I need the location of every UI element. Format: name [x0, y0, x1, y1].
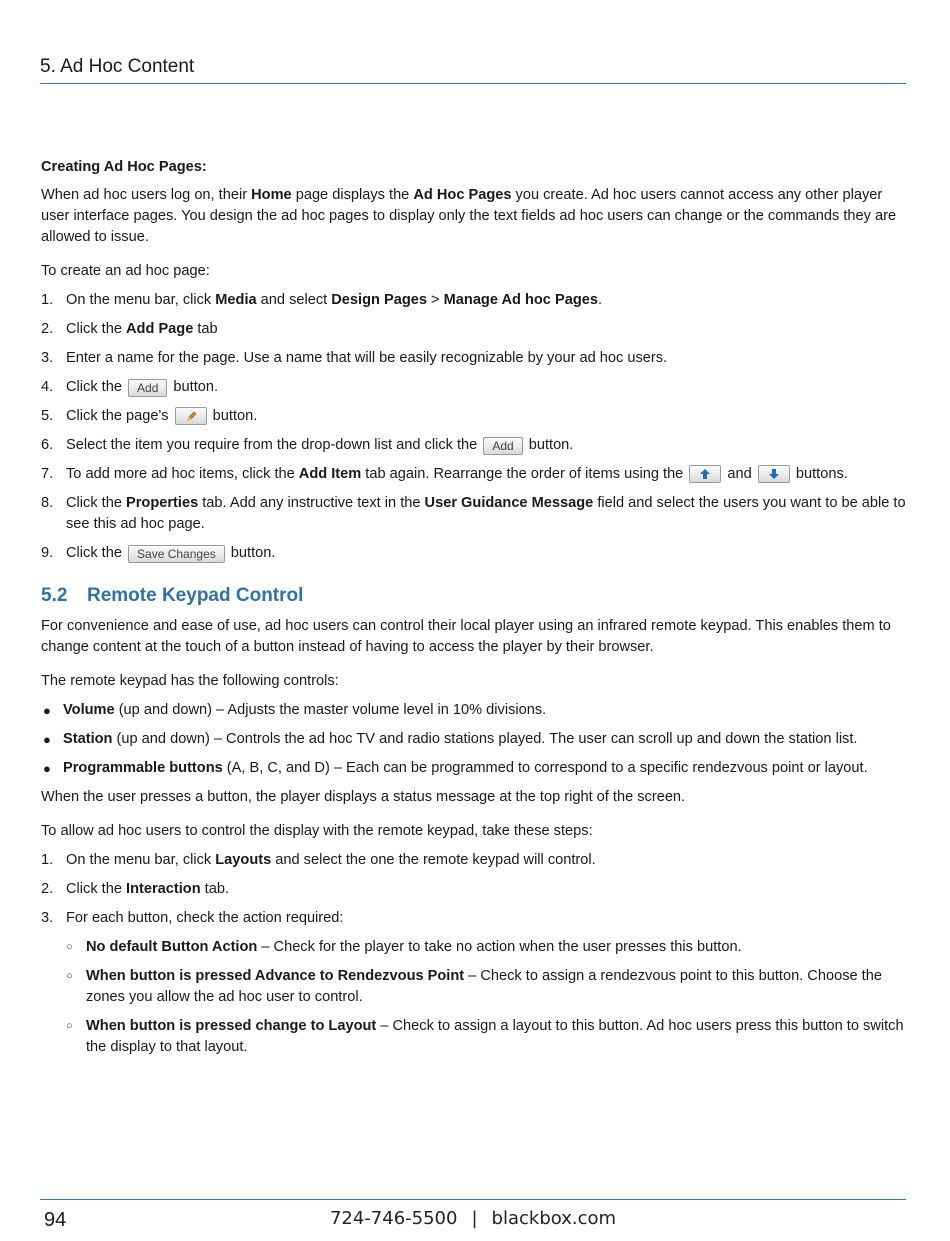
step-number: 8. [41, 495, 54, 511]
sub-option-item [66, 1016, 907, 1058]
text-run: – Check to assign a layout to this button. Ad hoc users press this button to switch the display to that layout. [86, 1018, 904, 1055]
text-run: button. [169, 379, 219, 395]
text-run: For each button, check the action required: [66, 910, 344, 926]
text-run: On the menu bar, click [66, 292, 216, 308]
section-heading [41, 584, 907, 608]
bold-term: Home [251, 187, 292, 203]
step-number: 5. [41, 408, 54, 424]
sub-option-list [66, 937, 907, 1058]
bold-term: Ad Hoc Pages [413, 187, 512, 203]
text-run: buttons. [791, 466, 848, 482]
text-run: button. [208, 408, 258, 424]
text-run: On the menu bar, click [66, 852, 216, 868]
text-run: (up and down) – Controls the ad hoc TV and radio stations played. The user can scroll up and down the station list. [112, 731, 858, 747]
circle-bullet-icon: ○ [66, 970, 73, 982]
text-run: tab. Add any instructive text in the [198, 495, 425, 511]
text-run: and select [256, 292, 332, 308]
bullet-text [63, 731, 857, 747]
step-text [66, 350, 667, 366]
step-number: 9. [41, 545, 54, 561]
remote-steps [41, 850, 907, 1058]
step-number: 3. [41, 910, 54, 926]
bold-term: Layouts [215, 852, 272, 868]
arrow-up-icon [698, 466, 712, 482]
save-changes-button[interactable]: Save Changes [128, 545, 225, 563]
creating-pages-heading: Creating Ad Hoc Pages: [41, 159, 207, 175]
step-text [66, 495, 906, 532]
step-item [41, 406, 907, 427]
text-run: Click the [66, 321, 127, 337]
step-text [66, 437, 573, 453]
step-text [66, 466, 848, 482]
text-run: button. [524, 437, 574, 453]
arrow-up-button[interactable] [689, 465, 721, 483]
text-run: Click the [66, 545, 127, 561]
section-number: 5.2 [41, 585, 68, 606]
step-text [66, 379, 218, 395]
bold-term: No default Button Action [86, 939, 258, 955]
text-run: Click the [66, 379, 127, 395]
sub-option-item [66, 937, 907, 958]
step-item [41, 290, 907, 311]
text-run: field and select the users you want to be able to see this ad hoc page. [66, 495, 906, 532]
bold-term: Station [63, 731, 113, 747]
step-text [66, 545, 275, 561]
bold-term: When button is pressed change to Layout [86, 1018, 377, 1034]
bold-term: Programmable buttons [63, 760, 223, 776]
step-item [41, 543, 907, 564]
bold-term: Media [215, 292, 257, 308]
remote-steps-lead: To allow ad hoc users to control the display with the remote keypad, take these steps: [41, 823, 593, 839]
step-number: 1. [41, 852, 54, 868]
step-item [41, 319, 907, 340]
step-text [66, 910, 343, 926]
bullet-dot-icon: ● [43, 703, 51, 718]
edit-pencil-icon [184, 408, 198, 424]
footer-contact [40, 1208, 906, 1230]
page-header [40, 55, 906, 84]
edit-pencil-button[interactable] [175, 407, 207, 425]
text-run: Click the [66, 495, 127, 511]
bold-term: When button is pressed Advance to Rendezvous Point [86, 968, 465, 984]
bold-term: User Guidance Message [424, 495, 594, 511]
text-run: (A, B, C, and D) – Each can be programmed to correspond to a specific rendezvous point or layout. [222, 760, 868, 776]
bullet-text [63, 702, 546, 718]
step-text [66, 408, 257, 424]
step-item [41, 879, 907, 900]
page-content [41, 157, 907, 1066]
step-number: 2. [41, 881, 54, 897]
text-run: When ad hoc users log on, their [41, 187, 252, 203]
text-run: Enter a name for the page. Use a name that will be easily recognizable by your ad hoc users. [66, 350, 668, 366]
bold-term: Manage Ad hoc Pages [443, 292, 598, 308]
step-number: 2. [41, 321, 54, 337]
page-footer [40, 1199, 906, 1231]
step-text [66, 881, 229, 897]
text-run: you create. Ad hoc users cannot access any other player user interface pages. You design the ad hoc pages to display only the text fields ad hoc users can change or the commands they are allowed to issue. [41, 187, 897, 245]
controls-list [41, 700, 907, 779]
bold-term: Interaction [126, 881, 201, 897]
bold-term: Design Pages [331, 292, 427, 308]
sub-option-text [86, 939, 742, 955]
remote-intro: For convenience and ease of use, ad hoc users can control their local player using an infrared remote keypad. This enables them to change content at the touch of a button instead of having to access the player by their browser. [41, 618, 891, 655]
step-number: 3. [41, 350, 54, 366]
text-run: Select the item you require from the drop-down list and click the [66, 437, 482, 453]
text-run: and select the one the remote keypad will control. [271, 852, 596, 868]
phone-number: 724-746-5500 [329, 1208, 458, 1229]
create-steps-lead: To create an ad hoc page: [41, 263, 210, 279]
sub-option-text [86, 1018, 904, 1055]
text-run: – Check to assign a rendezvous point to this button. Choose the zones you allow the ad hoc user to control. [86, 968, 882, 1005]
bullet-item [41, 700, 907, 721]
arrow-down-button[interactable] [758, 465, 790, 483]
step-item [41, 348, 907, 369]
add-button[interactable]: Add [483, 437, 522, 455]
circle-bullet-icon: ○ [66, 1020, 73, 1032]
bullet-dot-icon: ● [43, 761, 51, 776]
controls-lead: The remote keypad has the following controls: [41, 673, 339, 689]
text-run: > [426, 292, 444, 308]
step-number: 1. [41, 292, 54, 308]
step-text [66, 321, 218, 337]
step-number: 7. [41, 466, 54, 482]
text-run: page displays the [291, 187, 414, 203]
text-run: Click the [66, 881, 127, 897]
text-run: To add more ad hoc items, click the [66, 466, 299, 482]
bullet-text [63, 760, 868, 776]
step-item [41, 493, 907, 535]
bold-term: Properties [126, 495, 199, 511]
text-run: and [723, 466, 756, 482]
text-run: . [597, 292, 603, 308]
bold-term: Add Item [298, 466, 362, 482]
create-page-steps [41, 290, 907, 564]
text-run: tab again. Rearrange the order of items using the [361, 466, 688, 482]
text-run: – Check for the player to take no action when the user presses this button. [257, 939, 742, 955]
text-run: (up and down) – Adjusts the master volume level in 10% divisions. [114, 702, 547, 718]
text-run: Click the page's [66, 408, 173, 424]
bullet-item [41, 729, 907, 750]
status-note: When the user presses a button, the player displays a status message at the top right of the screen. [41, 789, 686, 805]
text-run: tab [193, 321, 218, 337]
arrow-down-icon [767, 466, 781, 482]
footer-separator: | [471, 1208, 478, 1229]
text-run: button. [226, 545, 276, 561]
section-title: Remote Keypad Control [87, 585, 304, 606]
website-link[interactable]: blackbox.com [491, 1208, 617, 1229]
step-item [41, 464, 907, 485]
bold-term: Volume [63, 702, 115, 718]
step-text [66, 852, 596, 868]
chapter-title: 5. Ad Hoc Content [40, 56, 195, 77]
sub-option-item [66, 966, 907, 1008]
step-item [41, 908, 907, 1058]
circle-bullet-icon: ○ [66, 941, 73, 953]
step-number: 6. [41, 437, 54, 453]
text-run: tab. [200, 881, 230, 897]
sub-option-text [86, 968, 882, 1005]
bullet-dot-icon: ● [43, 732, 51, 747]
creating-intro [41, 185, 907, 248]
bullet-item [41, 758, 907, 779]
step-item [41, 850, 907, 871]
page-number: 94 [44, 1209, 67, 1231]
step-number: 4. [41, 379, 54, 395]
step-text [66, 292, 602, 308]
add-button[interactable]: Add [128, 379, 167, 397]
bold-term: Add Page [126, 321, 194, 337]
step-item [41, 377, 907, 398]
step-item [41, 435, 907, 456]
